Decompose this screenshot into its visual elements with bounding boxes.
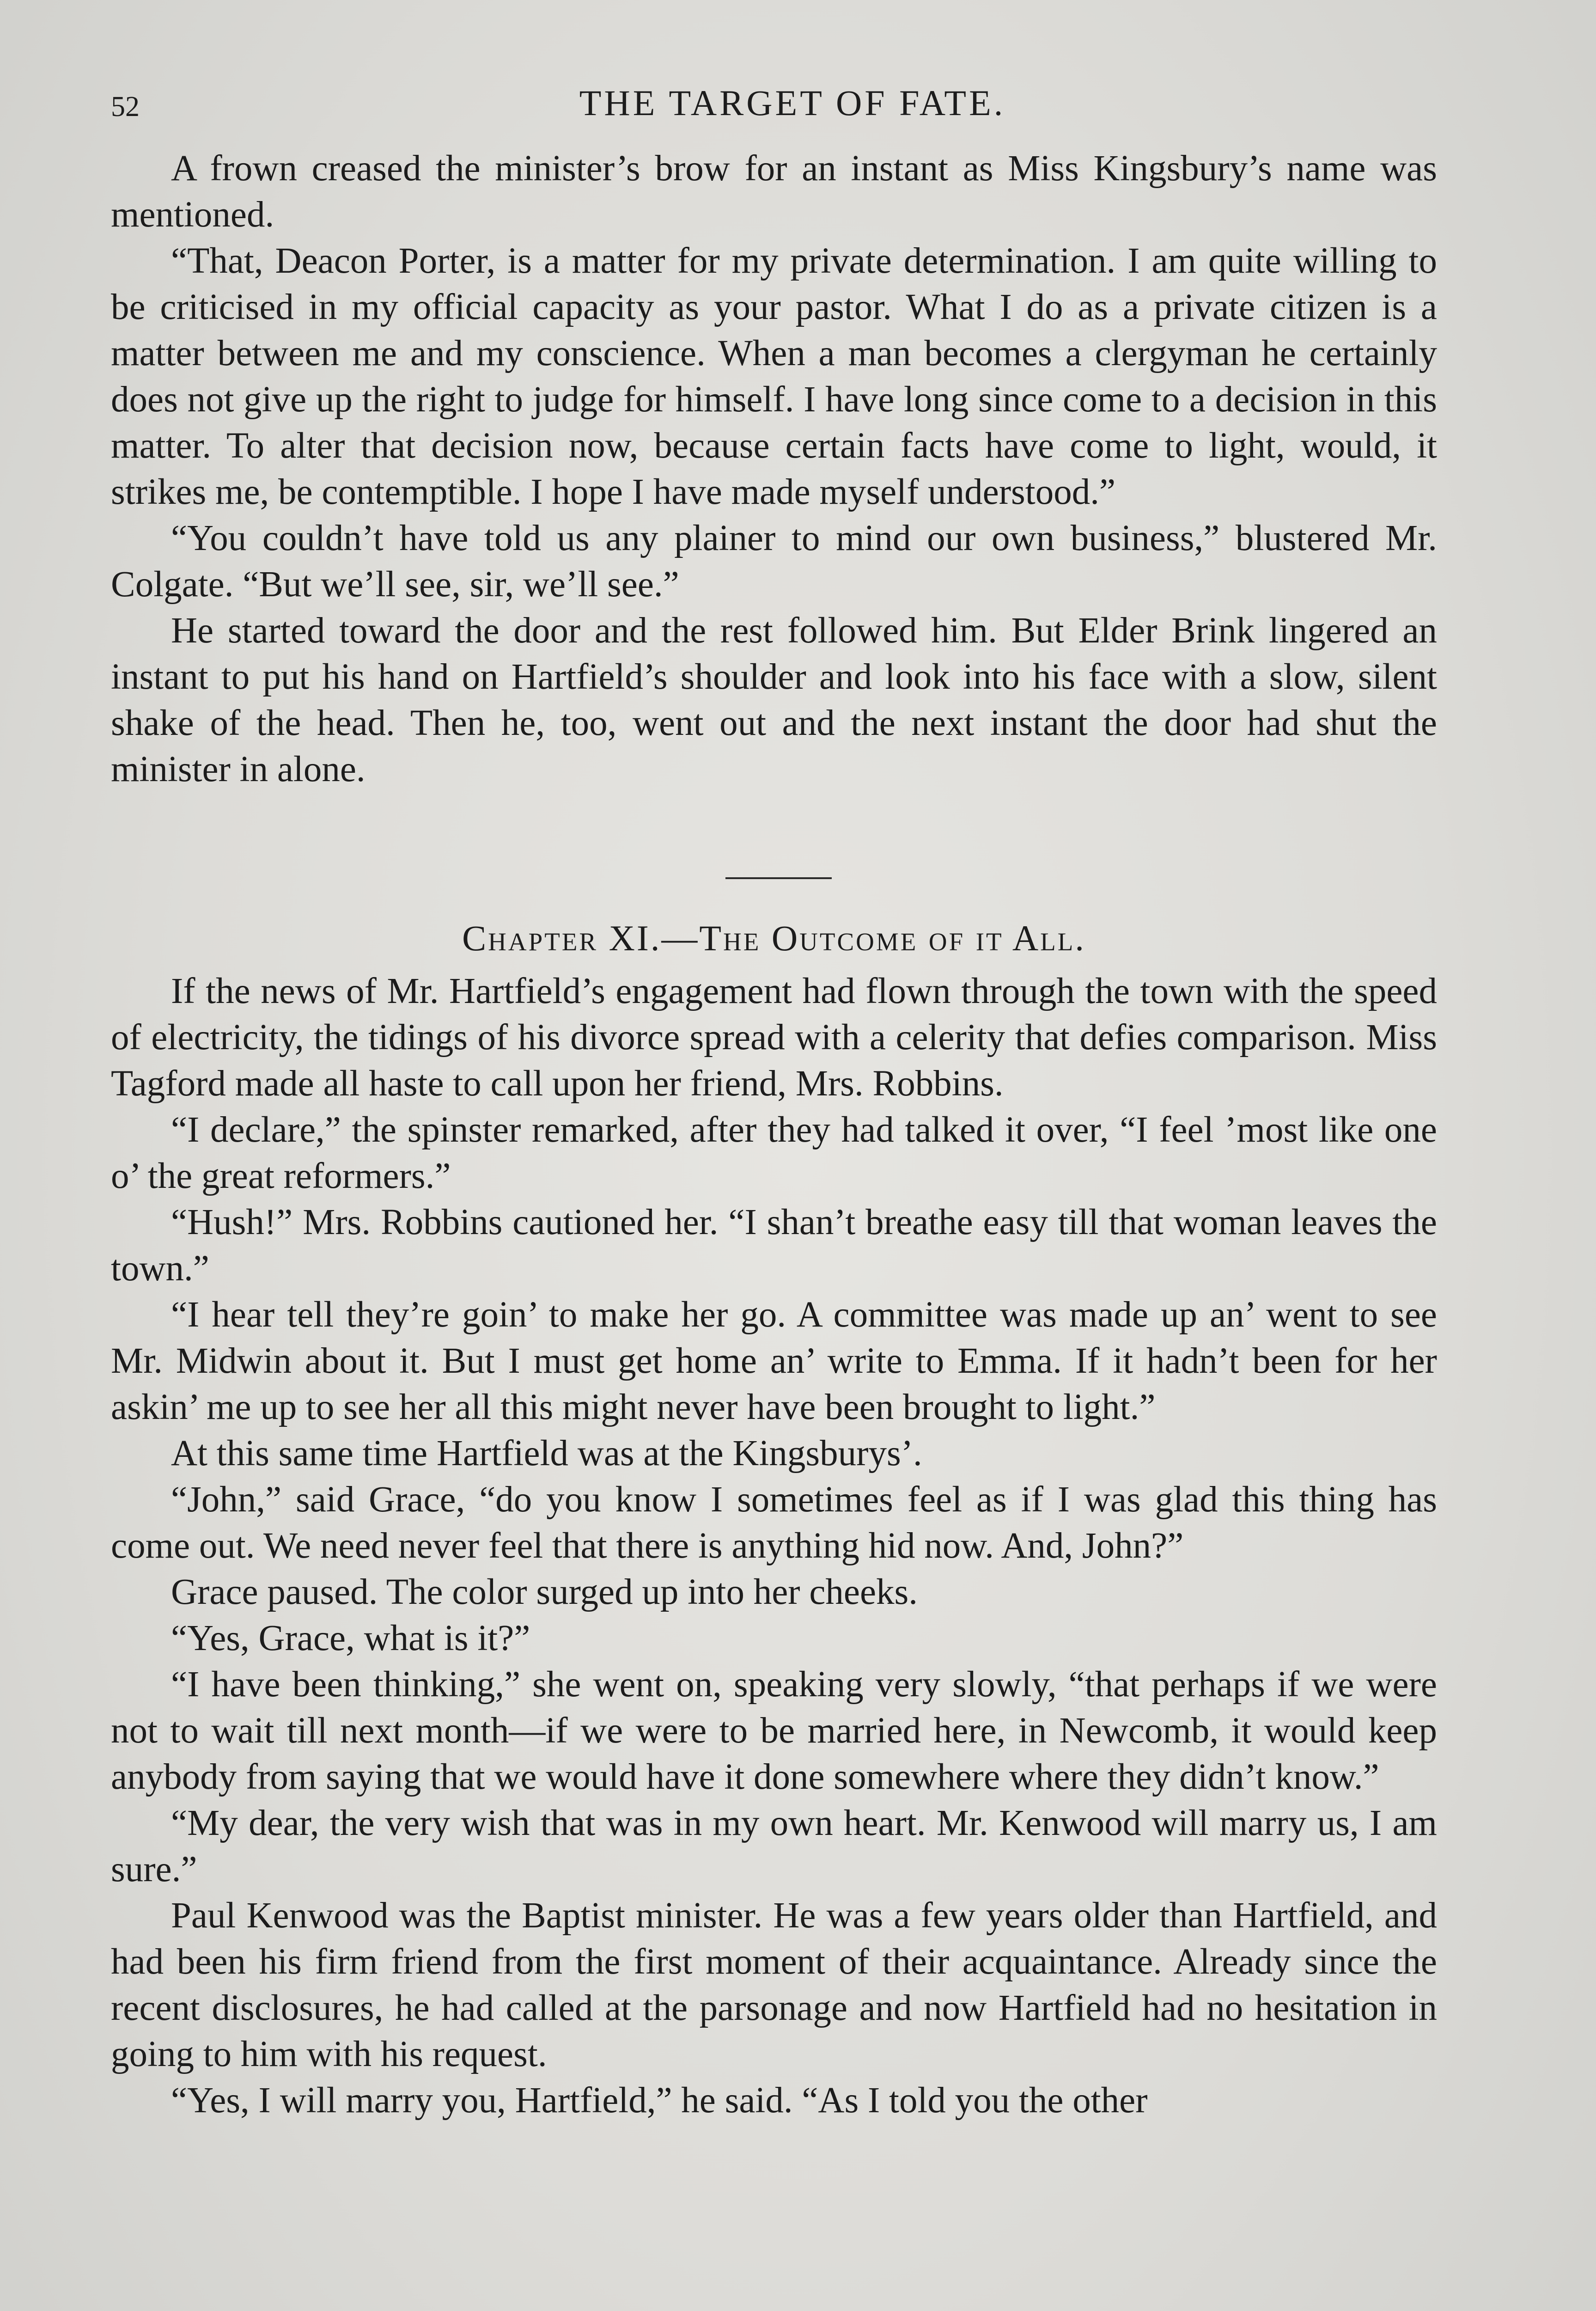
paragraph: “Yes, Grace, what is it?” (171, 1618, 530, 1658)
paragraph: “I hear tell they’re goin’ to make her go. A committee was made up an’ went to see Mr. Midwin about it. But I must get home an’ write to Emma. If it hadn’t been for her askin’ me up to see her all this might never have been brought to light.” (111, 1295, 1437, 1427)
paragraph: He started toward the door and the rest followed him. But Elder Brink lingered an instant to put his hand on Hartfield’s shoulder and look into his face with a slow, silent shake of the head. Then he, too, went out and the next instant the door had shut the minister in alone. (111, 611, 1437, 789)
paragraph: At this same time Hartfield was at the Kingsburys’. (171, 1433, 922, 1473)
chapter-heading: Chapter XI.—The Outcome of it All. (462, 918, 1086, 958)
section-divider (725, 877, 832, 879)
paragraph: “My dear, the very wish that was in my own heart. Mr. Kenwood will marry us, I am sure.” (111, 1803, 1437, 1889)
paragraph: “I have been thinking,” she went on, speaking very slowly, “that perhaps if we were not to wait till next month—if we were to be married here, in Newcomb, it would keep anybody from saying that we would have it done somewhere where they didn’t know.” (111, 1664, 1437, 1797)
section-one-text (111, 146, 1437, 793)
paragraph: “Yes, I will marry you, Hartfield,” he said. “As I told you the other (171, 2080, 1148, 2121)
book-title: THE TARGET OF FATE. (579, 83, 1006, 123)
paragraph: “John,” said Grace, “do you know I sometimes feel as if I was glad this thing has come out. We need never feel that there is anything hid now. And, John?” (111, 1480, 1437, 1566)
paragraph: If the news of Mr. Hartfield’s engagement had flown through the town with the speed of electricity, the tidings of his divorce spread with a celerity that defies comparison. Miss Tagford made all haste to call upon her friend, Mrs. Robbins. (111, 971, 1437, 1104)
paragraph: “You couldn’t have told us any plainer to mind our own business,” blustered Mr. Colgate. “But we’ll see, sir, we’ll see.” (111, 518, 1437, 605)
running-head (111, 82, 1437, 138)
paragraph: Paul Kenwood was the Baptist minister. He was a few years older than Hartfield, and had been his firm friend from the first moment of their acquaintance. Already since the recent disclosures, he had called at the parsonage and now Hartfield had no hesitation in going to him with his request. (111, 1895, 1437, 2074)
section-two-text (111, 968, 1437, 2124)
paragraph: A frown creased the minister’s brow for an instant as Miss Kingsbury’s name was mentioned. (111, 148, 1437, 235)
paragraph: Grace paused. The color surged up into her cheeks. (171, 1572, 918, 1612)
paragraph: “Hush!” Mrs. Robbins cautioned her. “I shan’t breathe easy till that woman leaves the town.” (111, 1202, 1437, 1289)
paragraph: “That, Deacon Porter, is a matter for my private determination. I am quite willing to be criticised in my official capacity as your pastor. What I do as a private citizen is a matter between me and my conscience. When a man becomes a clergyman he certainly does not give up the right to judge for himself. I have long since come to a decision in this matter. To alter that decision now, because certain facts have come to light, would, it strikes me, be contemptible. I hope I have made myself understood.” (111, 241, 1437, 512)
paragraph: “I declare,” the spinster remarked, after they had talked it over, “I feel ’most like one o’ the great reformers.” (111, 1110, 1437, 1196)
page-number: 52 (111, 91, 140, 122)
